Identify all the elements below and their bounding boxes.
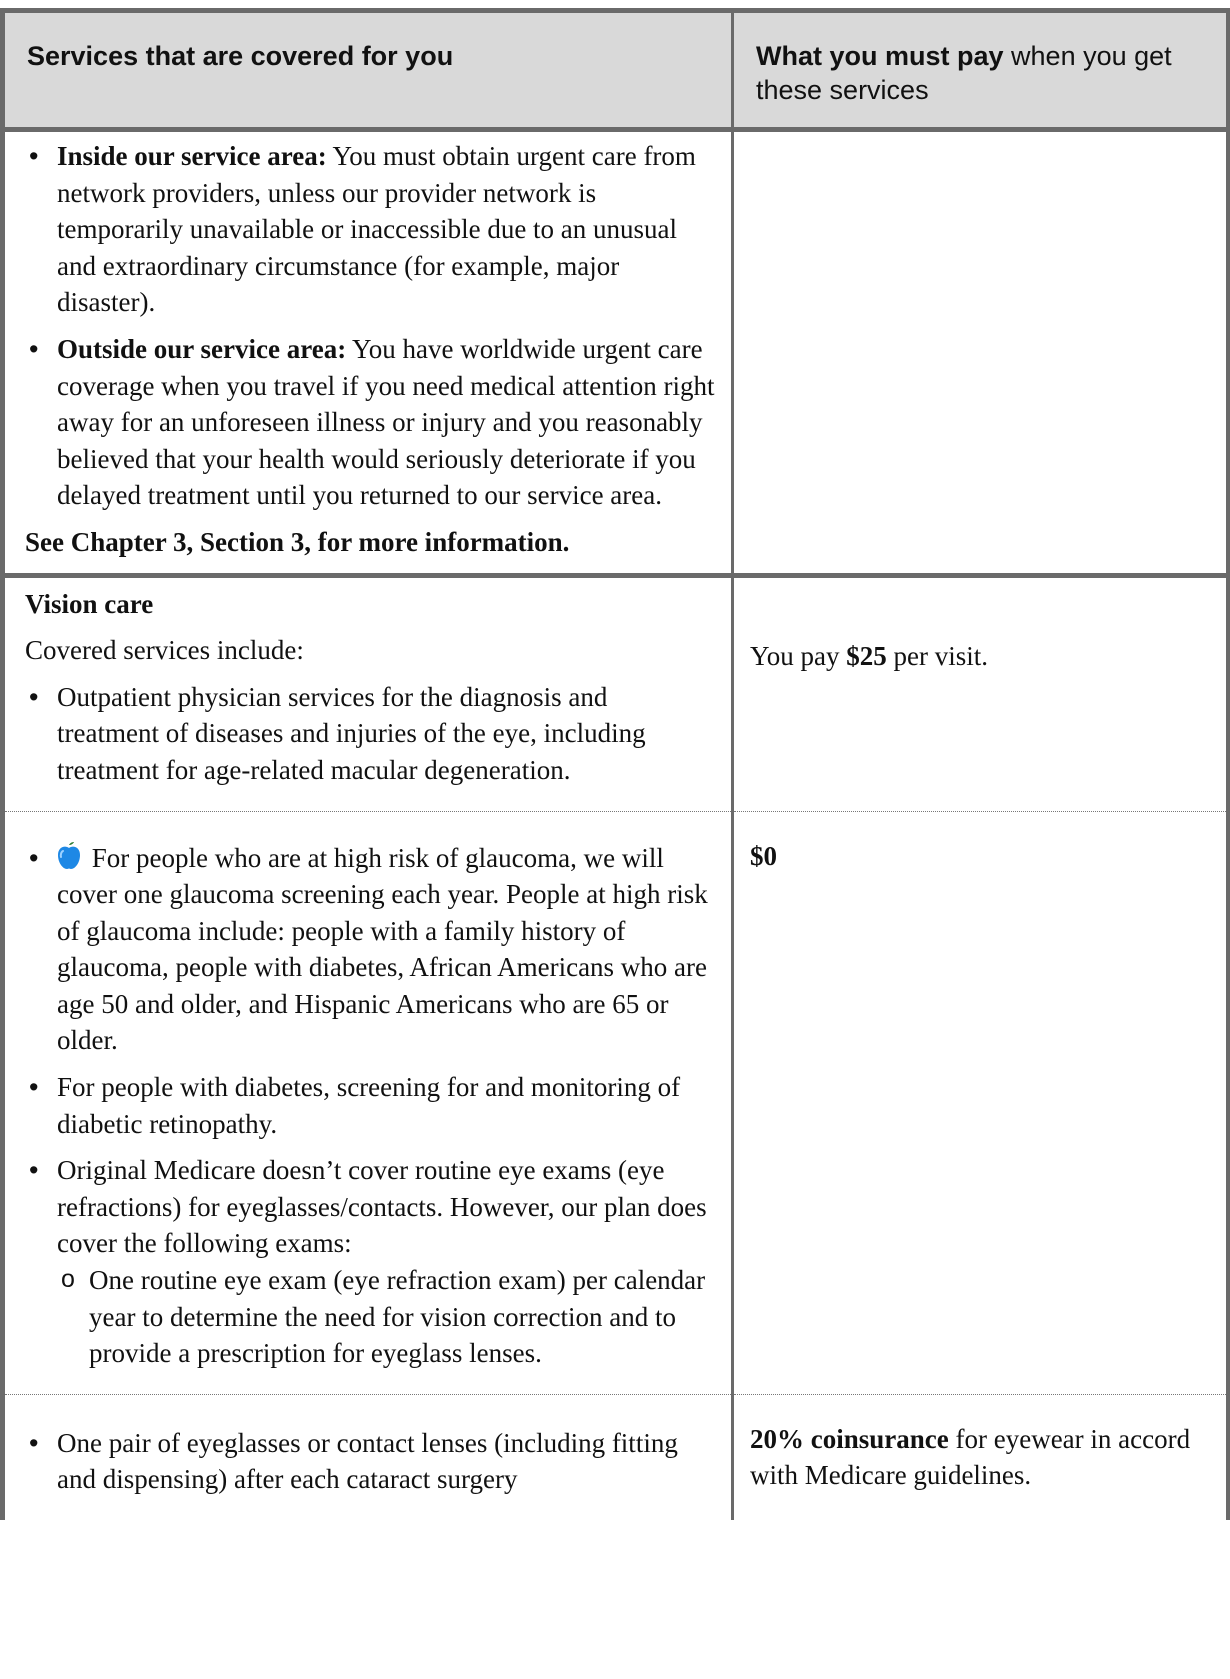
sub-list-item: o One routine eye exam (eye refraction exam) per calendar year to determine the need for vision correction and to provide a prescription for eyeglass lenses. <box>57 1262 715 1372</box>
bullet-text: You must obtain urgent care from network providers, unless our provider network is temporarily unavailable or inaccessible due to an unusual and extraordinary circumstance (for example, major disaster). <box>57 141 696 318</box>
list-item: • One pair of eyeglasses or contact lenses (including fitting and dispensing) after each cataract surgery <box>25 1425 715 1498</box>
glaucoma-pay-cell <box>733 811 1229 1394</box>
bullet-text: Original Medicare doesn’t cover routine eye exams (eye refractions) for eyeglasses/contacts. However, our plan does cover the following exams: <box>57 1155 707 1259</box>
table-row-glaucoma-screening <box>3 811 1229 1394</box>
list-item <box>25 1152 715 1372</box>
pay-amount: $0 <box>750 840 777 871</box>
pay-text: for eyewear in accord with Medicare guidelines. <box>750 1423 1191 1491</box>
table-row-vision-care <box>3 575 1229 811</box>
vision-care-list-1 <box>25 679 715 789</box>
list-item <box>25 840 715 1060</box>
list-item: • For people with diabetes, screening for and monitoring of diabetic retinopathy. <box>25 1069 715 1142</box>
bullet-lead: Outside our service area: <box>57 333 347 364</box>
header-services-covered <box>3 11 733 130</box>
sub-list <box>57 1262 715 1372</box>
eyewear-pay-cell <box>733 1394 1229 1520</box>
eyewear-services-cell <box>3 1394 733 1520</box>
table-header-row <box>3 11 1229 130</box>
more-info-note: See Chapter 3, Section 3, for more information. <box>25 526 570 557</box>
vision-care-pay-cell <box>733 575 1229 811</box>
bullet-text: You have worldwide urgent care coverage when you travel if you need medical attention right away for an unforeseen illness or injury and you reasonably believed that your health would seriously deteriorate if you delayed treatment until you returned to our service area. <box>57 333 715 511</box>
header-services-label: Services that are covered for you <box>27 41 454 71</box>
header-pay-bold: What you must pay <box>756 41 1004 71</box>
vision-care-services-cell <box>3 575 733 811</box>
list-item: • Outpatient physician services for the diagnosis and treatment of diseases and injuries of the eye, including treatment for age-related macular degeneration. <box>25 679 715 789</box>
list-item <box>25 331 715 514</box>
header-pay-rest: when you get these services <box>756 41 1172 105</box>
apple-icon <box>57 842 81 870</box>
vision-care-intro: Covered services include: <box>25 635 304 666</box>
bullet-text: For people who are at high risk of glaucoma, we will cover one glaucoma screening each year. People at high risk of glaucoma include: people with a family history of glaucoma, people with diabetes, African Americans who are age 50 and older, and Hispanic Americans who are 65 or older. <box>57 842 708 1056</box>
pay-text-suffix: per visit. <box>886 640 989 671</box>
pay-text: You pay <box>750 640 847 671</box>
list-item <box>25 138 715 321</box>
pay-amount: 20% coinsurance <box>750 1423 949 1454</box>
table-row-urgent-care <box>3 130 1229 576</box>
benefits-table <box>0 8 1230 1520</box>
urgent-care-pay-cell <box>733 130 1229 576</box>
pay-amount: $25 <box>846 640 887 671</box>
vision-care-list-3 <box>25 1425 715 1498</box>
urgent-care-list <box>25 138 715 514</box>
bullet-lead: Inside our service area: <box>57 141 327 171</box>
vision-care-list-2 <box>25 840 715 1372</box>
urgent-care-services-cell <box>3 130 733 576</box>
table-row-eyewear <box>3 1394 1229 1520</box>
header-what-you-pay <box>733 11 1229 130</box>
glaucoma-services-cell <box>3 811 733 1394</box>
vision-care-title: Vision care <box>25 588 154 619</box>
